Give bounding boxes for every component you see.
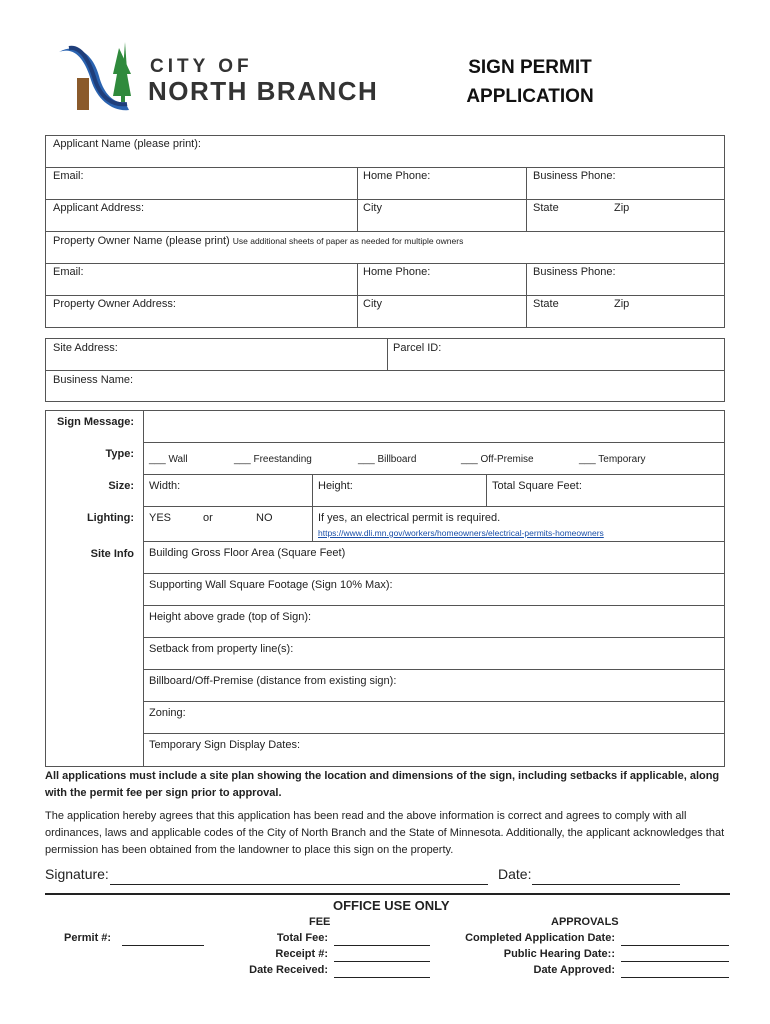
page-title-line2: APPLICATION	[466, 86, 594, 107]
business-name-label: Business Name:	[53, 374, 134, 386]
page-title-line1: SIGN PERMIT	[468, 57, 592, 78]
office-heading: OFFICE USE ONLY	[333, 898, 450, 913]
agreement-text: The application hereby agrees that this application has been read and the above information is correct and agrees to comply with all ordinances, laws and applicable codes of the City of North Branch and the State of Minnesota. Additionally, the applicant acknowledges that permission has been obtained from the landowner to place this sign on the property.	[45, 810, 725, 856]
owner-email-label: Email:	[53, 266, 84, 278]
type-option-freestanding[interactable]: ___ Freestanding	[234, 454, 312, 465]
office-divider	[45, 893, 730, 895]
total-square-feet-label: Total Square Feet:	[492, 480, 582, 492]
public-hearing-line[interactable]	[621, 961, 729, 962]
owner-name-row[interactable]	[46, 232, 724, 264]
site-address-label: Site Address:	[53, 342, 118, 354]
site-info-text: Building Gross Floor Area (Square Feet)	[149, 547, 346, 559]
owner-name-label-text: Property Owner Name (please print)	[53, 235, 230, 247]
date-line[interactable]	[532, 884, 680, 885]
site-info-row-wall-footage[interactable]	[143, 574, 724, 606]
electrical-permit-link[interactable]: https://www.dli.mn.gov/workers/homeowners/electrical-permits-homeowners	[318, 528, 604, 538]
owner-state-label: State	[533, 298, 559, 310]
lighting-or: or	[203, 512, 213, 524]
applicant-city-label: City	[363, 202, 382, 214]
sign-message-row[interactable]	[143, 411, 724, 443]
applicant-owner-section	[45, 135, 725, 328]
site-info-row-setback[interactable]	[143, 638, 724, 670]
receipt-line[interactable]	[334, 961, 430, 962]
applicant-address-row	[46, 200, 724, 232]
applicant-email-label: Email:	[53, 170, 84, 182]
site-info-row-gross-floor[interactable]	[143, 542, 724, 574]
river-tree-logo-icon	[55, 40, 145, 118]
date-label: Date:	[498, 866, 532, 882]
sign-lighting-row	[143, 507, 724, 542]
site-info-row-height-grade[interactable]	[143, 606, 724, 638]
site-info-label: Site Info	[90, 548, 134, 560]
site-info-row-billboard-distance[interactable]	[143, 670, 724, 702]
applicant-business-phone-label: Business Phone:	[533, 170, 616, 182]
permit-number-label: Permit #:	[64, 932, 112, 944]
total-fee-label: Total Fee:	[276, 932, 328, 944]
sign-type-label: Type:	[105, 448, 134, 460]
total-fee-line[interactable]	[334, 945, 430, 946]
owner-address-row	[46, 296, 724, 327]
site-info-row-zoning[interactable]	[143, 702, 724, 734]
applicant-contact-row	[46, 168, 724, 200]
site-info-text: Supporting Wall Square Footage (Sign 10% Max):	[149, 579, 393, 591]
signature-line[interactable]	[110, 884, 488, 885]
site-plan-notice: All applications must include a site plan showing the location and dimensions of the sign, including setbacks if applicable, along with the permit fee per sign prior to approval.	[45, 770, 720, 799]
sign-size-label: Size:	[108, 480, 134, 492]
business-name-row[interactable]	[46, 371, 724, 401]
owner-address-label: Property Owner Address:	[53, 298, 176, 310]
type-option-temporary[interactable]: ___ Temporary	[579, 454, 646, 465]
site-info-text: Zoning:	[149, 707, 186, 719]
date-received-label: Date Received:	[249, 964, 328, 976]
electrical-permit-note: If yes, an electrical permit is required.	[318, 512, 501, 524]
owner-city-label: City	[363, 298, 382, 310]
applicant-name-label: Applicant Name (please print):	[53, 138, 201, 150]
completed-application-label: Completed Application Date:	[465, 932, 615, 944]
owner-contact-row	[46, 264, 724, 296]
type-option-wall[interactable]: ___ Wall	[149, 454, 188, 465]
public-hearing-label: Public Hearing Date::	[503, 948, 615, 960]
receipt-label: Receipt #:	[275, 948, 328, 960]
owner-name-note: Use additional sheets of paper as needed for multiple owners	[232, 236, 464, 246]
type-option-off-premise[interactable]: ___ Off-Premise	[461, 454, 534, 465]
type-option-billboard[interactable]: ___ Billboard	[358, 454, 417, 465]
site-info-text: Temporary Sign Display Dates:	[149, 739, 301, 751]
sign-type-row	[143, 443, 724, 475]
permit-number-line[interactable]	[122, 945, 204, 946]
completed-application-line[interactable]	[621, 945, 729, 946]
applicant-zip-label: Zip	[614, 202, 630, 214]
owner-home-phone-label: Home Phone:	[363, 266, 431, 278]
site-info-text: Billboard/Off-Premise (distance from existing sign):	[149, 675, 397, 687]
site-info-text: Height above grade (top of Sign):	[149, 611, 312, 623]
sign-size-row	[143, 475, 724, 507]
logo-north-branch: NORTH BRANCH	[148, 76, 379, 106]
site-info-text: Setback from property line(s):	[149, 643, 294, 655]
owner-business-phone-label: Business Phone:	[533, 266, 616, 278]
owner-name-label	[53, 235, 463, 247]
site-address-row	[46, 339, 724, 371]
owner-zip-label: Zip	[614, 298, 630, 310]
lighting-no[interactable]: NO	[256, 512, 273, 524]
parcel-id-label: Parcel ID:	[393, 342, 442, 354]
applicant-address-label: Applicant Address:	[53, 202, 145, 214]
lighting-yes[interactable]: YES	[149, 512, 172, 524]
sign-lighting-label: Lighting:	[86, 512, 134, 524]
date-received-line[interactable]	[334, 977, 430, 978]
applicant-home-phone-label: Home Phone:	[363, 170, 431, 182]
applicant-state-label: State	[533, 202, 559, 214]
date-approved-label: Date Approved:	[533, 964, 615, 976]
sign-section	[45, 410, 725, 767]
fee-heading: FEE	[309, 916, 331, 928]
site-section	[45, 338, 725, 402]
applicant-name-row[interactable]	[46, 136, 724, 168]
date-approved-line[interactable]	[621, 977, 729, 978]
sign-message-label: Sign Message:	[56, 416, 134, 428]
site-info-row-temporary-dates[interactable]	[143, 734, 724, 766]
approvals-heading: APPROVALS	[551, 916, 619, 928]
width-label: Width:	[149, 480, 181, 492]
height-label: Height:	[318, 480, 353, 492]
logo-city-of: CITY OF	[150, 56, 253, 77]
signature-label: Signature:	[45, 866, 109, 882]
